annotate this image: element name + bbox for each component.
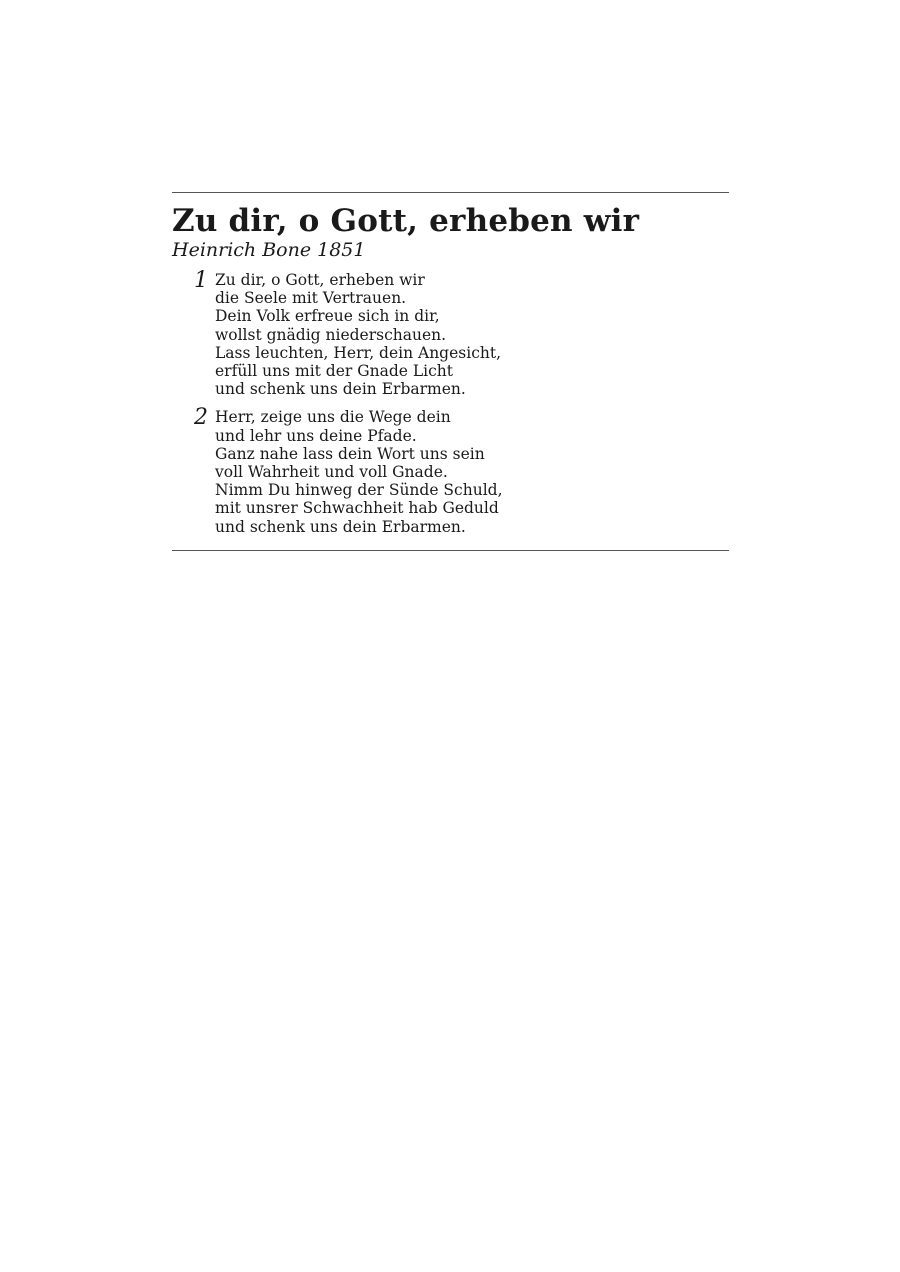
verse-line: und schenk uns dein Erbarmen. (215, 380, 466, 399)
top-rule (172, 192, 729, 193)
verse-line: Herr, zeige uns die Wege dein (215, 408, 451, 427)
song-title: Zu dir, o Gott, erheben wir (172, 203, 640, 239)
verse-number: 1 (194, 268, 208, 293)
bottom-rule (172, 550, 729, 551)
verse-lines (215, 271, 501, 398)
verse-line: die Seele mit Vertrauen. (215, 289, 407, 308)
verse-line: und lehr uns deine Pfade. (215, 426, 417, 445)
verse-line: Nimm Du hinweg der Sünde Schuld, (215, 481, 503, 500)
verse-number: 2 (194, 405, 208, 431)
verse-2 (194, 405, 729, 536)
verse-line: und schenk uns dein Erbarmen. (215, 517, 466, 536)
verse-line: Ganz nahe lass dein Wort uns sein (215, 444, 485, 463)
verse-line: erfüll uns mit der Gnade Licht (215, 362, 454, 381)
song-author: Heinrich Bone 1851 (172, 239, 366, 261)
verse-line: mit unsrer Schwachheit hab Geduld (215, 499, 499, 518)
verse-line: voll Wahrheit und voll Gnade. (215, 463, 448, 482)
verse-line: Zu dir, o Gott, erheben wir (215, 271, 425, 289)
song-block (172, 192, 729, 551)
verse-1 (194, 268, 729, 399)
verse-line: Dein Volk erfreue sich in dir, (215, 307, 440, 326)
verse-line: Lass leuchten, Herr, dein Angesicht, (215, 343, 502, 362)
verse-lines (215, 408, 503, 535)
verse-line: wollst gnädig niederschauen. (215, 325, 447, 344)
